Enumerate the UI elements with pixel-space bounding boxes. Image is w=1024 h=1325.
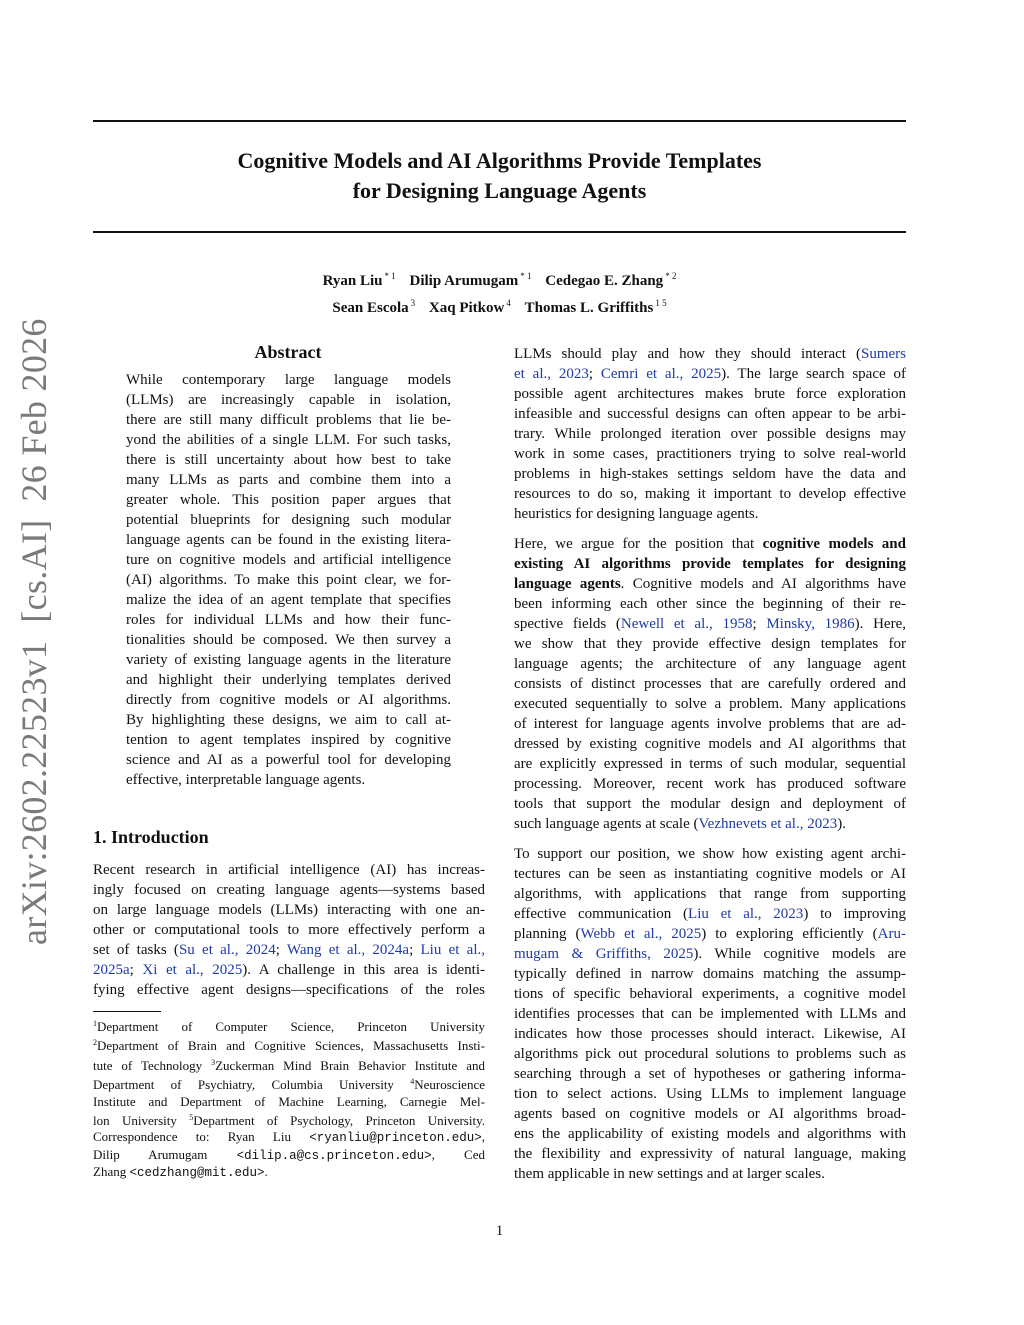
footnote-text: Zuckerman Mind Brain Behavior Institute and <box>215 1057 485 1073</box>
footnote-text: Department of Brain and Cognitive Sciences, Massachusetts Insti- <box>97 1038 485 1054</box>
footnote-line <box>93 1035 485 1054</box>
title-rule-bottom <box>93 231 906 233</box>
abstract-line: directly from cognitive models or AI algorithms. <box>126 692 451 708</box>
footnote-mark: 2 <box>93 1038 97 1048</box>
footnote-text: lon University <box>93 1113 190 1129</box>
body-line: the flexibility and expressivity of natural language, making <box>514 1146 906 1162</box>
body-line: Recent research in artificial intelligence (AI) has increas- <box>93 862 485 878</box>
author-name: Xaq Pitkow <box>428 300 505 316</box>
author <box>332 300 415 316</box>
abstract-line: there is still uncertainty about how best to take <box>126 452 451 468</box>
footnote-text: Zhang <box>93 1164 130 1180</box>
body-line: tectures can be seen as instantiating cognitive models or AI <box>514 866 906 882</box>
footnote-text: Dilip Arumugam <box>93 1146 237 1162</box>
body-text: Here, we argue for the position that <box>514 536 763 552</box>
body-line: problems in high-stakes settings seldom have the data and <box>514 466 906 482</box>
right-column-text <box>514 344 906 1184</box>
body-text: planning ( <box>514 926 581 942</box>
body-line: agents based on cognitive models or AI algorithms broad- <box>514 1106 906 1122</box>
body-line: ens the applicability of existing models and algorithms with <box>514 1126 906 1142</box>
footnote-rule <box>93 1011 161 1012</box>
title-rule-top <box>93 120 906 122</box>
body-line: are explicitly expressed in terms of such modular, sequential <box>514 756 906 772</box>
body-line: infeasible and successful designs can often appear to be arbi- <box>514 406 906 422</box>
body-line <box>514 534 906 554</box>
footnote-text: Department of Psychiatry, Columbia University <box>93 1077 411 1093</box>
abstract-line: ture on cognitive models and artificial intelligence <box>126 552 451 568</box>
citation-link[interactable]: mugam & Griffiths, 2025 <box>514 946 694 962</box>
body-text: effective communication ( <box>514 906 689 922</box>
body-text: ). <box>837 816 846 832</box>
body-line: resources to do so, making it important to develop effective <box>514 486 906 502</box>
body-line: on large language models (LLMs) interacting with one an- <box>93 902 485 918</box>
citation-link[interactable]: 2025a <box>93 962 130 978</box>
bold-text: language agents <box>514 576 621 592</box>
body-line <box>514 904 906 924</box>
body-line: ingly focused on creating language agents—systems based <box>93 882 485 898</box>
author-name: Cedegao E. Zhang <box>545 273 664 289</box>
citation-link[interactable]: Minsky, 1986 <box>766 616 855 632</box>
body-line <box>514 944 906 964</box>
body-line: To support our position, we show how existing agent archi- <box>514 846 906 862</box>
abstract-line: greater whole. This position paper argues that <box>126 492 451 508</box>
body-text: ) to improving <box>803 906 906 922</box>
author <box>409 273 531 289</box>
footnote-mark: 5 <box>189 1113 194 1123</box>
body-line <box>93 940 485 960</box>
abstract-line: many LLMs as parts and combine them into a <box>126 472 451 488</box>
body-line: possible agent architectures makes brute force exploration <box>514 386 906 402</box>
citation-link[interactable]: Wang et al., 2024a <box>286 942 410 958</box>
body-line <box>93 960 485 980</box>
body-text: ; <box>275 942 287 958</box>
body-text: ; <box>588 366 601 382</box>
footnote-text: , Ced <box>431 1146 485 1162</box>
citation-link[interactable]: Xi et al., 2025 <box>142 962 243 978</box>
abstract-line: roles for individual LLMs and how their func- <box>126 612 451 628</box>
body-text: ; <box>129 962 143 978</box>
affiliation-mark: * 2 <box>665 271 677 281</box>
paper-title <box>93 146 906 206</box>
body-text: LLMs should play and how they should interact ( <box>514 346 861 362</box>
footnote-line <box>93 1147 485 1164</box>
abstract-line: (LLMs) are increasingly capable in isolation, <box>126 392 451 408</box>
body-line: tions of specific behavioral experiments, a cognitive model <box>514 986 906 1002</box>
footnote-text: Department of Computer Science, Princeton University <box>97 1019 485 1034</box>
body-line: fying effective agent designs—specifications of the roles <box>93 982 485 998</box>
footnote-mark: 1 <box>93 1019 97 1028</box>
body-text: such language agents at scale ( <box>514 816 699 832</box>
author-name: Ryan Liu <box>322 273 383 289</box>
affiliation-mark: * 1 <box>384 271 396 281</box>
body-line: indicates how those processes should interact. Likewise, AI <box>514 1026 906 1042</box>
body-line: we show that they provide effective design templates for <box>514 636 906 652</box>
footnote-text: Department of Psychology, Princeton University. <box>193 1113 485 1129</box>
abstract-line: tention to agent templates inspired by cognitive <box>126 732 451 748</box>
citation-link[interactable]: Su et al., 2024 <box>178 942 276 958</box>
abstract-line: potential blueprints for designing such modular <box>126 512 451 528</box>
affiliation-mark: * 1 <box>520 271 532 281</box>
body-text: ; <box>409 942 421 958</box>
footnote-line <box>93 1129 485 1146</box>
title-line: Cognitive Models and AI Algorithms Provide Templates <box>237 148 762 173</box>
body-line: consists of distinct processes that are carefully ordered and <box>514 676 906 692</box>
body-line: algorithms, with applications that range from supporting <box>514 886 906 902</box>
citation-link[interactable]: Sumers <box>861 346 906 362</box>
body-text: set of tasks ( <box>93 942 179 958</box>
body-line <box>514 924 906 944</box>
arxiv-category: [cs.AI] <box>14 519 54 623</box>
abstract-line: malize the idea of an agent template that specifies <box>126 592 451 608</box>
footnote-line <box>93 1016 485 1035</box>
email-link[interactable]: <dilip.a@cs.princeton.edu> <box>236 1148 432 1163</box>
body-line: heuristics for designing language agents. <box>514 506 759 522</box>
footnote-text: . <box>264 1164 268 1180</box>
intro-text <box>93 860 485 1000</box>
body-line: other or computational tools to more effectively perform a <box>93 922 485 938</box>
bold-text: cognitive models and <box>762 536 906 552</box>
citation-link[interactable]: Cemri et al., 2025 <box>600 366 722 382</box>
abstract-line: (AI) algorithms. To make this point clear, we for- <box>126 572 451 588</box>
body-text: spective fields ( <box>514 616 621 632</box>
author-row <box>93 292 906 319</box>
email-link[interactable]: <cedzhang@mit.edu> <box>129 1166 265 1181</box>
abstract-line: While contemporary large language models <box>126 372 451 388</box>
author <box>525 300 667 316</box>
footnote-text: tute of Technology <box>93 1057 212 1073</box>
footnote-line <box>93 1055 485 1074</box>
body-text: . Cognitive models and AI algorithms have <box>620 576 906 592</box>
citation-link[interactable]: Aru- <box>877 926 906 942</box>
abstract-line: and highlight their underlying templates derived <box>126 672 451 688</box>
body-line: typically defined in narrow domains matching the assump- <box>514 966 906 982</box>
body-line <box>514 364 906 384</box>
abstract-line: tionalities should be composed. We then survey a <box>126 632 451 648</box>
citation-link[interactable]: Newell et al., 1958 <box>620 616 753 632</box>
body-line: searching through a set of hypotheses or gathering informa- <box>514 1066 906 1082</box>
author-name: Thomas L. Griffiths <box>524 300 654 316</box>
body-line: identifies processes that can be implemented with LLMs and <box>514 1006 906 1022</box>
affiliation-mark: 3 <box>410 298 416 308</box>
abstract-line: language agents can be found in the existing litera- <box>126 532 451 548</box>
author-row <box>93 265 906 292</box>
footnote-mark: 3 <box>211 1057 216 1067</box>
footnote-text: , <box>481 1129 485 1145</box>
author-name: Dilip Arumugam <box>409 273 519 289</box>
body-text: ). While cognitive models are <box>693 946 906 962</box>
abstract-line: effective, interpretable language agents. <box>126 772 366 788</box>
footnote-line <box>93 1074 485 1093</box>
body-line <box>514 554 906 574</box>
body-text: ). Here, <box>854 616 906 632</box>
abstract-line: variety of existing language agents in the literature <box>126 652 451 668</box>
footnote-line <box>93 1110 485 1129</box>
citation-link[interactable]: Liu et al., 2023 <box>688 906 804 922</box>
arxiv-stamp <box>13 318 55 945</box>
citation-link[interactable]: Vezhnevets et al., 2023 <box>698 816 838 832</box>
body-line: executed sequentially to solve a problem. Many applications <box>514 696 906 712</box>
author-list <box>93 265 906 319</box>
abstract-line: there are still many difficult problems that lie be- <box>126 412 451 428</box>
citation-link[interactable]: et al., 2023 <box>514 366 589 382</box>
author <box>429 300 511 316</box>
footnote-line: Institute and Department of Machine Learning, Carnegie Mel- <box>93 1093 485 1109</box>
body-line: them applicable in new settings and at larger scales. <box>514 1166 825 1182</box>
abstract-line: yond the abilities of a single LLM. For such tasks, <box>126 432 451 448</box>
title-line: for Designing Language Agents <box>352 178 647 203</box>
body-line: tion to select actions. Using LLMs to implement language <box>514 1086 906 1102</box>
affiliation-mark: 4 <box>506 298 511 308</box>
footnote-mark: 4 <box>410 1077 415 1087</box>
paragraph-gap <box>514 834 906 844</box>
footnotes <box>93 1016 485 1182</box>
body-text: ) to exploring efficiently ( <box>701 926 878 942</box>
body-line <box>514 614 906 634</box>
bold-text: existing AI algorithms provide templates for designing <box>514 556 906 572</box>
arxiv-id: arXiv:2602.22523v1 <box>14 640 54 945</box>
body-line: tools that support the modular design and deployment of <box>514 796 906 812</box>
page-number: 1 <box>495 1223 504 1239</box>
author <box>323 273 396 289</box>
body-line: algorithms pick out procedural solutions to problems such as <box>514 1046 906 1062</box>
body-line: work in some cases, practitioners trying to solve real-world <box>514 446 906 462</box>
author-name: Sean Escola <box>332 300 409 316</box>
body-text: ). The large search space of <box>721 366 906 382</box>
affiliation-mark: 1 5 <box>655 298 667 308</box>
footnote-line <box>93 1164 485 1181</box>
citation-link[interactable]: Webb et al., 2025 <box>580 926 702 942</box>
footnote-text: Correspondence to: Ryan Liu <box>93 1129 310 1145</box>
body-line <box>514 344 906 364</box>
body-line <box>514 574 906 594</box>
section-heading-introduction: 1. Introduction <box>93 827 209 847</box>
body-line: been informing each other since the beginning of their re- <box>514 596 906 612</box>
body-text: ). A challenge in this area is identi- <box>242 962 485 978</box>
body-line: processing. Moreover, recent work has produced software <box>514 776 906 792</box>
body-text: ; <box>752 616 767 632</box>
abstract-text <box>126 370 451 790</box>
abstract-line: science and AI as a powerful tool for developing <box>126 752 451 768</box>
body-line <box>514 814 906 834</box>
body-line: trary. While prolonged iteration over possible designs may <box>514 426 906 442</box>
footnote-text: Neuroscience <box>414 1077 485 1093</box>
citation-link[interactable]: Liu et al., <box>420 942 485 958</box>
author <box>545 273 676 289</box>
abstract-heading: Abstract <box>254 342 322 362</box>
arxiv-date: 26 Feb 2026 <box>14 318 54 502</box>
paragraph-gap <box>514 524 906 534</box>
abstract-line: By highlighting these designs, we aim to call at- <box>126 712 451 728</box>
body-line: dressed by existing cognitive models and AI algorithms that <box>514 736 906 752</box>
email-link[interactable]: <ryanliu@princeton.edu> <box>309 1131 482 1146</box>
body-line: of interest for language agents involve problems that are ad- <box>514 716 906 732</box>
body-line: language agents; the architecture of any language agent <box>514 656 906 672</box>
